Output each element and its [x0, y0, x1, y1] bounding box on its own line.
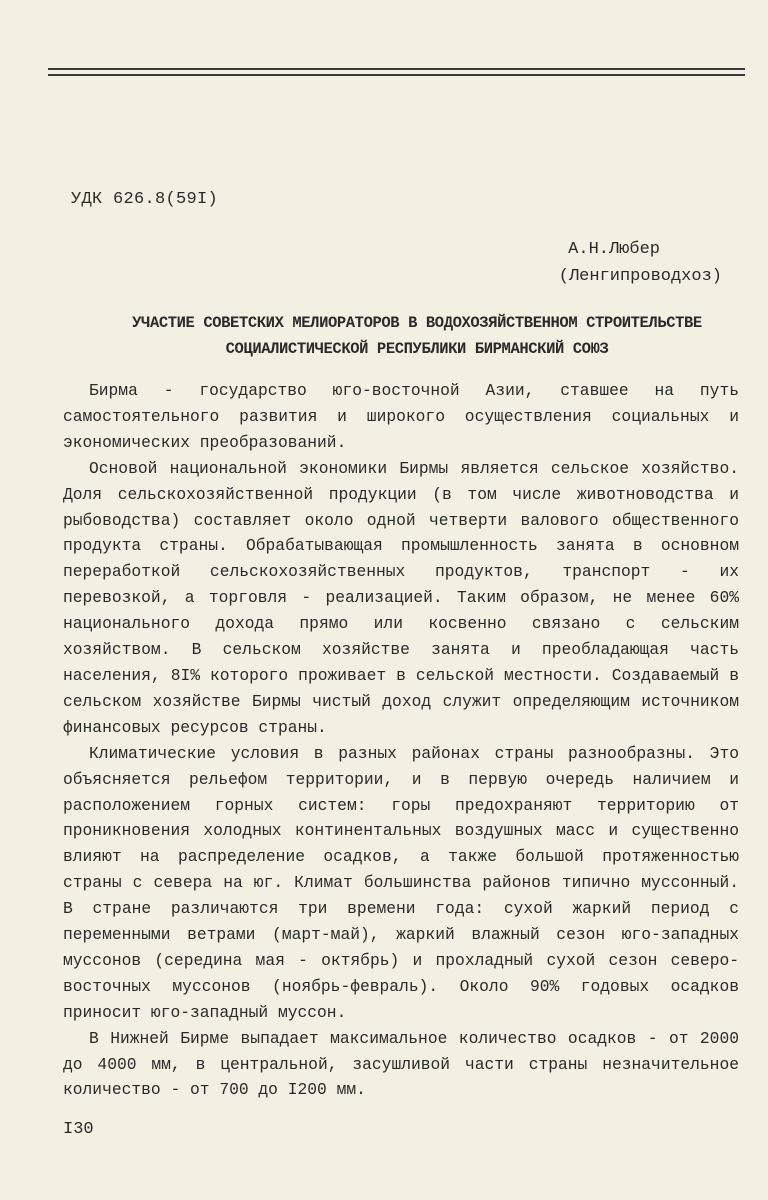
top-rule: [48, 68, 745, 70]
udc-code: УДК 626.8(59I): [71, 190, 219, 209]
page-number: I30: [63, 1120, 94, 1139]
paragraph-4: В Нижней Бирме выпадает максимальное количество осадков - от 2000 до 4000 мм, в центральной, засушливой части страны незначительное количество - от 700 до I200 мм.: [63, 1028, 739, 1100]
article-body: [63, 378, 739, 1103]
paragraph-2: Основой национальной экономики Бирмы является сельское хозяйство. Доля сельскохозяйственной продукции (в том числе животноводства и рыбоводства) составляет около одной четверти валового общественного продукта страны. Обрабатывающая промышленность занята в основном переработкой сельскохозяйственных продуктов, транспорт - их перевозкой, а торговля - реализацией. Таким образом, не менее 60% национального дохода прямо или косвенно связано с сельским хозяйством. В сельском хозяйстве занята и преобладающая часть населения, 8I% которого проживает в сельской местности. Создаваемый в сельском хозяйстве Бирмы чистый доход служит определяющим источником финансовых ресурсов страны.: [63, 458, 739, 737]
title-line-2: СОЦИАЛИСТИЧЕСКОЙ РЕСПУБЛИКИ БИРМАНСКИЙ СОЮЗ: [225, 340, 609, 358]
article-title: [62, 310, 768, 362]
paragraph-3: Климатические условия в разных районах страны разнообразны. Это объясняется рельефом территории, и в первую очередь наличием и расположением горных систем: горы предохраняют территорию от проникновения холодных континентальных воздушных масс и существенно влияют на распределение осадков, а также большой протяженностью страны с севера на юг. Климат большинства районов типично муссонный. В стране различаются три времени года: сухой жаркий период с переменными ветрами (март-май), жаркий влажный сезон юго-западных муссонов (середина мая - октябрь) и прохладный сухой сезон северо-восточных муссонов (ноябрь-февраль). Около 90% годовых осадков приносит юго-западный муссон.: [63, 743, 739, 1022]
title-line-1: УЧАСТИЕ СОВЕТСКИХ МЕЛИОРАТОРОВ В ВОДОХОЗЯЙСТВЕННОМ СТРОИТЕЛЬСТВЕ: [132, 314, 702, 332]
author-block: [559, 236, 722, 290]
author-affiliation: (Ленгипроводхоз): [558, 267, 722, 286]
author-name: А.Н.Любер: [568, 240, 660, 259]
paragraph-1: Бирма - государство юго-восточной Азии, ставшее на путь самостоятельного развития и широкого осуществления социальных и экономических преобразований.: [63, 381, 739, 452]
top-rule-second: [48, 74, 745, 76]
